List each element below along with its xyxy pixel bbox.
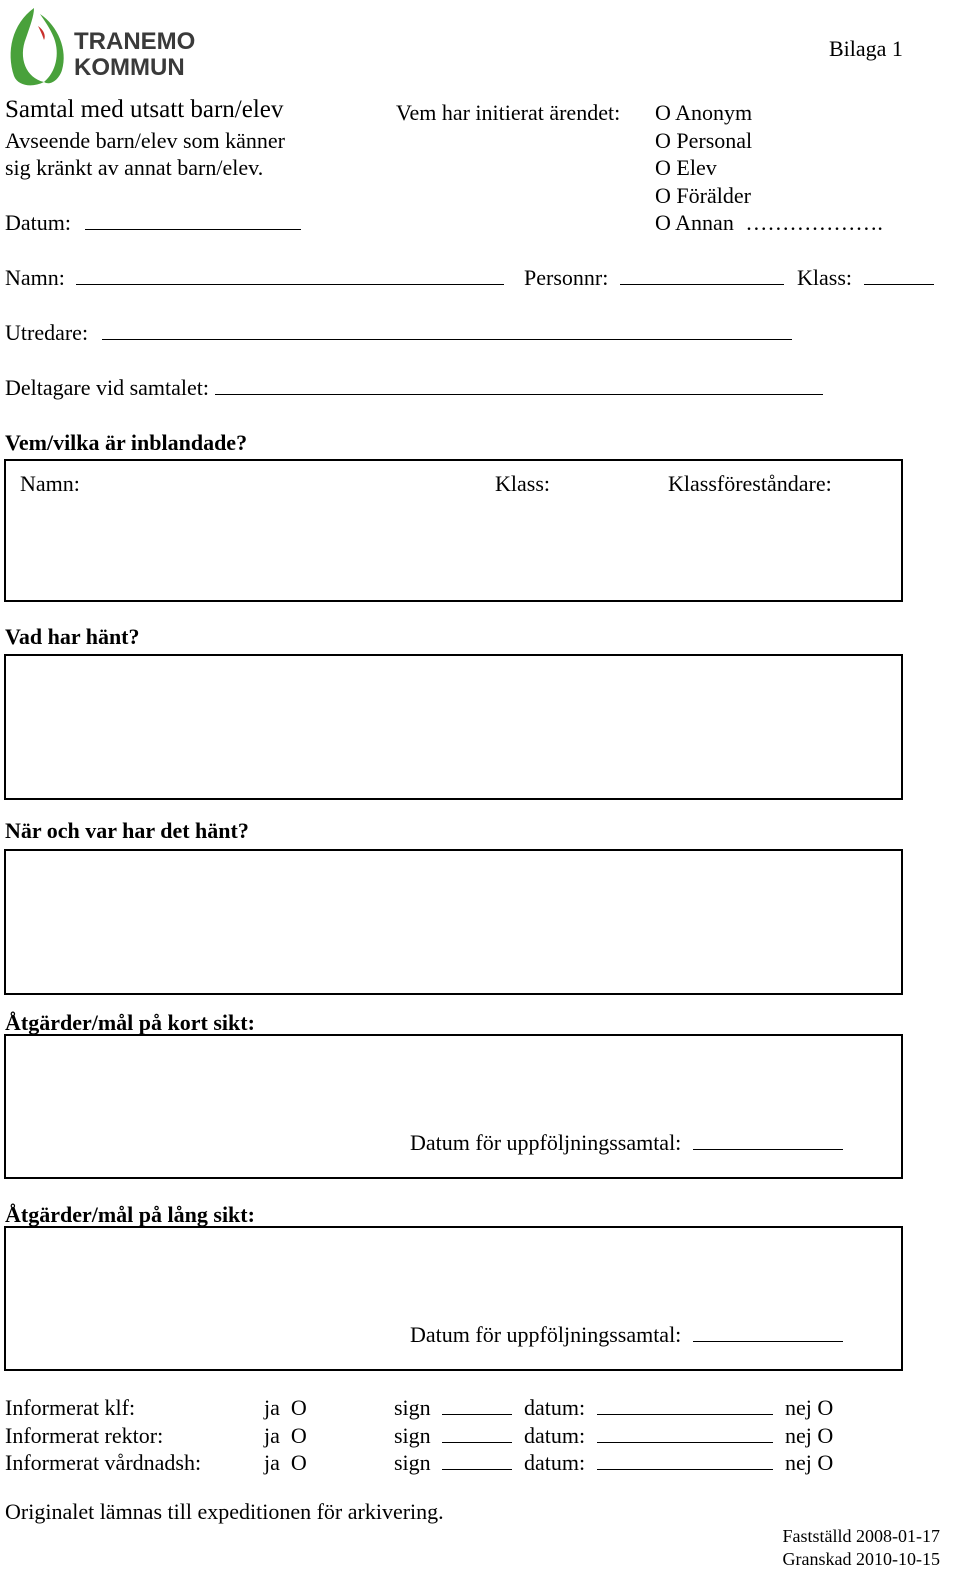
kort-uppfoljning-field[interactable] xyxy=(410,1130,843,1156)
informerat-rektor-ja[interactable]: ja O xyxy=(264,1423,307,1448)
personnr-line[interactable] xyxy=(620,284,784,285)
lang-heading: Åtgärder/mål på lång sikt: xyxy=(5,1202,255,1227)
utredare-field[interactable] xyxy=(5,320,792,346)
klass-field[interactable] xyxy=(797,265,934,291)
lang-box[interactable] xyxy=(4,1226,903,1371)
informerat-vardnadsh-ja[interactable]: ja O xyxy=(264,1450,307,1475)
informerat-rektor-label: Informerat rektor: xyxy=(5,1423,164,1448)
informerat-rektor-datum[interactable] xyxy=(524,1423,773,1449)
utredare-label: Utredare: xyxy=(5,320,89,345)
faststalld-date: Fastställd 2008-01-17 xyxy=(782,1526,940,1546)
personnr-field[interactable] xyxy=(524,265,784,291)
informerat-vardnadsh-sign[interactable] xyxy=(394,1450,512,1476)
option-elev[interactable]: O Elev xyxy=(655,155,717,180)
col-klass: Klass: xyxy=(495,471,550,496)
kort-uppfoljning-line[interactable] xyxy=(693,1149,843,1150)
klass-label: Klass: xyxy=(797,265,852,290)
informerat-rektor-nej[interactable]: nej O xyxy=(785,1423,834,1448)
lang-uppfoljning-field[interactable] xyxy=(410,1322,843,1348)
kort-box[interactable] xyxy=(4,1034,903,1179)
datum-label: Datum: xyxy=(5,210,71,235)
namn-label: Namn: xyxy=(5,265,65,290)
logo-line1: TRANEMO xyxy=(74,28,196,55)
informerat-klf-sign[interactable] xyxy=(394,1395,512,1421)
datum-line[interactable] xyxy=(597,1469,773,1470)
bilaga-label: Bilaga 1 xyxy=(829,36,903,61)
sign-label: sign xyxy=(394,1395,431,1420)
option-anonym[interactable]: O Anonym xyxy=(655,100,753,125)
option-annan[interactable] xyxy=(655,210,883,236)
deltagare-field[interactable] xyxy=(5,375,823,401)
lang-uppfoljning-line[interactable] xyxy=(693,1341,843,1342)
informerat-vardnadsh-datum[interactable] xyxy=(524,1450,773,1476)
inblandade-box[interactable] xyxy=(4,459,903,602)
vad-heading: Vad har hänt? xyxy=(5,624,140,649)
deltagare-label: Deltagare vid samtalet: xyxy=(5,375,210,400)
option-personal[interactable]: O Personal xyxy=(655,128,753,153)
namn-line[interactable] xyxy=(76,284,504,285)
sign-line[interactable] xyxy=(442,1414,512,1415)
datum-line[interactable] xyxy=(597,1414,773,1415)
tranemo-kommun-logo xyxy=(4,6,194,88)
nar-box[interactable] xyxy=(4,849,903,995)
granskad-date: Granskad 2010-10-15 xyxy=(782,1549,940,1569)
datum-line[interactable] xyxy=(85,229,301,230)
klass-line[interactable] xyxy=(864,284,934,285)
tranemo-leaf-icon xyxy=(4,6,72,88)
sign-line[interactable] xyxy=(442,1442,512,1443)
sign-label: sign xyxy=(394,1423,431,1448)
form-title: Samtal med utsatt barn/elev xyxy=(5,96,284,123)
datum-label: datum: xyxy=(524,1450,586,1475)
sign-label: sign xyxy=(394,1450,431,1475)
datum-line[interactable] xyxy=(597,1442,773,1443)
informerat-klf-datum[interactable] xyxy=(524,1395,773,1421)
deltagare-line[interactable] xyxy=(215,394,823,395)
informerat-rektor-sign[interactable] xyxy=(394,1423,512,1449)
datum-label: datum: xyxy=(524,1423,586,1448)
logo-line2: KOMMUN xyxy=(74,54,185,81)
informerat-klf-nej[interactable]: nej O xyxy=(785,1395,834,1420)
vad-box[interactable] xyxy=(4,654,903,800)
initiator-label: Vem har initierat ärendet: xyxy=(396,100,621,125)
informerat-klf-ja[interactable]: ja O xyxy=(264,1395,307,1420)
utredare-line[interactable] xyxy=(102,339,792,340)
informerat-vardnadsh-nej[interactable]: nej O xyxy=(785,1450,834,1475)
informerat-klf-label: Informerat klf: xyxy=(5,1395,136,1420)
kort-uppfoljning-label: Datum för uppföljningssamtal: xyxy=(410,1130,682,1155)
datum-field[interactable] xyxy=(5,210,301,236)
datum-label: datum: xyxy=(524,1395,586,1420)
annan-dots: ………………. xyxy=(745,210,883,235)
namn-field[interactable] xyxy=(5,265,504,291)
nar-heading: När och var har det hänt? xyxy=(5,818,249,843)
form-subtitle-1: Avseende barn/elev som känner xyxy=(5,128,285,153)
option-foralder[interactable]: O Förälder xyxy=(655,183,751,208)
col-klassforestandare: Klassföreståndare: xyxy=(668,471,832,496)
informerat-vardnadsh-label: Informerat vårdnadsh: xyxy=(5,1450,202,1475)
inblandade-heading: Vem/vilka är inblandade? xyxy=(5,430,248,455)
sign-line[interactable] xyxy=(442,1469,512,1470)
col-namn: Namn: xyxy=(20,471,80,496)
option-annan-label: O Annan xyxy=(655,210,734,235)
personnr-label: Personnr: xyxy=(524,265,609,290)
kort-heading: Åtgärder/mål på kort sikt: xyxy=(5,1010,255,1035)
form-subtitle-2: sig kränkt av annat barn/elev. xyxy=(5,155,264,180)
lang-uppfoljning-label: Datum för uppföljningssamtal: xyxy=(410,1322,682,1347)
footer-note: Originalet lämnas till expeditionen för arkivering. xyxy=(5,1499,444,1524)
